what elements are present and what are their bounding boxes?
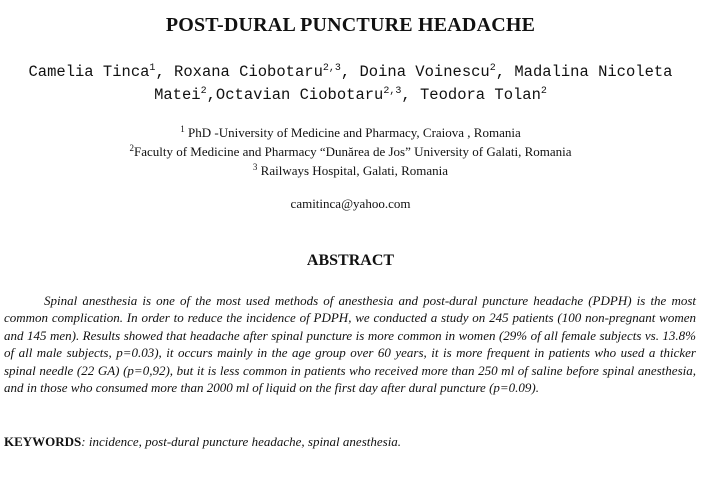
affiliation-mark: 1 — [180, 124, 185, 134]
author-separator: , — [401, 86, 420, 104]
author-separator: , — [340, 63, 360, 81]
affiliation-mark: 3 — [252, 162, 258, 172]
affiliation-text: Railways Hospital, Galati, Romania — [257, 163, 449, 178]
affiliation-mark: 2 — [129, 143, 134, 153]
author-affiliation-mark: 2,3 — [383, 86, 402, 97]
affiliation-text: Faculty of Medicine and Pharmacy “Dunărea de Jos” University of Galati, Romania — [133, 144, 572, 159]
keywords-label: KEYWORDS — [4, 434, 82, 449]
affiliation-line — [0, 161, 701, 180]
author-separator: , — [206, 86, 216, 104]
author-name: Doina Voinescu — [359, 63, 490, 81]
author-affiliation-mark: 1 — [149, 63, 156, 74]
author-affiliation-mark: 2 — [489, 63, 496, 74]
paper-title: POST-DURAL PUNCTURE HEADACHE — [165, 14, 536, 36]
author-affiliation-mark: 2 — [200, 86, 207, 97]
author-separator: , — [155, 63, 175, 81]
affiliation-list — [0, 123, 701, 180]
abstract-heading: ABSTRACT — [306, 252, 395, 269]
author-name: Madalina Nicoleta Matei — [154, 63, 673, 104]
affiliation-line — [0, 142, 701, 161]
author-name: Roxana Ciobotaru — [174, 63, 323, 81]
author-affiliation-mark: 2,3 — [322, 63, 341, 74]
affiliation-line — [0, 123, 701, 142]
abstract-text: Spinal anesthesia is one of the most used methods of anesthesia and post-dural puncture headache (PDPH) is the most common complication. In order to reduce the incidence of PDPH, we conducted a study on 245 patients (100 non-pregnant women and 145 men). Results showed that headache after spinal puncture is more common in women (29% of all female subjects vs. 13.8% of all male subjects, p=0.03), it occurs mainly in the age group over 60 years, it is more frequent in patients who used a thicker spinal needle (22 GA) (p=0,92), but it is less common in patients who received more than 250 ml of saline before spinal anesthesia, and in those who consumed more than 2000 ml of liquid on the first day after dural puncture (p=0.09). — [4, 293, 696, 396]
author-name: Teodora Tolan — [419, 86, 541, 104]
affiliation-text: PhD -University of Medicine and Pharmacy, Craiova , Romania — [184, 125, 521, 140]
author-separator: , — [495, 63, 515, 81]
author-affiliation-mark: 2 — [540, 86, 547, 97]
keywords-text: : incidence, post-dural puncture headache, spinal anesthesia. — [81, 434, 402, 449]
keywords-line — [4, 434, 696, 450]
author-name: Octavian Ciobotaru — [215, 86, 384, 104]
author-name: Camelia Tinca — [28, 63, 150, 81]
author-list — [0, 61, 701, 107]
contact-email: camitinca@yahoo.com — [290, 196, 411, 211]
